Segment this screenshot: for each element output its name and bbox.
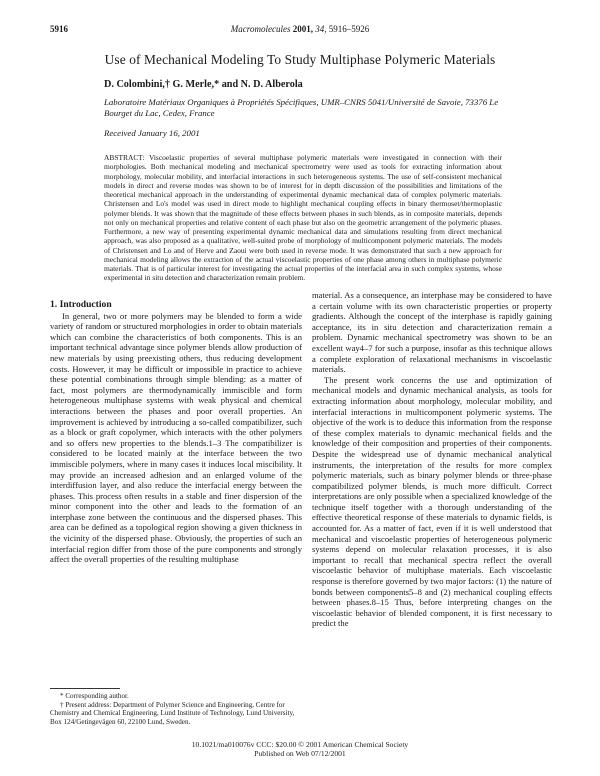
publication-info (50, 740, 550, 758)
page-number: 5916 (50, 24, 68, 34)
footnotes (50, 692, 302, 726)
running-header (50, 24, 550, 38)
paragraph: In general, two or more polymers may be blended to form a wide variety of random or structured morphologies in order to obtain materials which can combine the characteristics of both components. This is an important technical advantage since polymer blends allow production of new materials by using preexisting others, thus reducing development costs. However, it may be difficult or impossible in practice to achieve these potential combinations through simple blending: as a matter of fact, most polymers are thermodynamically immiscible and form heterogeneous multiphase systems with weak physical and chemical interactions between the phases and poor overall properties. An improvement is achieved by introducing a so-called compatibilizer, such as a block or graft copolymer, which interacts with the other polymers and so offers new properties to the blends.1–3 The compatibilizer is considered to be located mainly at the interface between the two immiscible polymers, where in many cases it induces local miscibility. It may provide an increased adhesion and an enlarged volume of the interdiffusion layer, and also reduce the interfacial energy between the phases. This process often results in a stable and finer dispersion of the minor component into the other and leads to the formation of an interphase zone between the continuous and the dispersed phases. This area can be defined as a topological region showing a given thickness in the vicinity of the dispersed phase. Obviously, the properties of such an interfacial region differ from those of the pure components and strongly affect the overall properties of the resulting multiphase (50, 310, 303, 565)
paragraph: The present work concerns the use and optimization of mechanical models and dynamic mechanical analysis, as tools for extracting information about morphology, molecular mobility, and interfacial interactions in multicomponent polymeric systems. The objective of the work is to deduce this information from the response of these complex materials to dynamic mechanical fields and the knowledge of their composition and properties of their components. Despite the widespread use of dynamic mechanical analytical instruments, the interpretation of the results for more complex polymeric materials, such as binary polymer blends or three-phase compatibilized polymer blends, is much more difficult. Correct interpretations are only possible when a specialized knowledge of the technique itself together with a thorough understanding of the effective theoretical response of these materials to dynamic fields, is accounted for. As a matter of fact, even if it is well understood that mechanical and viscoelastic properties of heterogeneous polymeric systems depend on molecular relaxation processes, it is also important to recall that mechanical spectra reflect the overall viscoelastic behavior of multiphase materials. Each viscoelastic response is therefore governed by two major factors: (1) the nature of bonds between components5–8 and (2) mechanical coupling effects between phases.8–15 Thus, before interpreting changes on the viscoelastic behavior of blended component, it is first necessary to predict the (312, 374, 552, 629)
journal-volume: 34, (315, 24, 327, 34)
affiliation: Laboratoire Matériaux Organiques à Propriétés Spécifiques, UMR–CNRS 5041/Université de Savoie, 73376 Le Bourget du Lac, Cedex, France (104, 97, 499, 118)
paragraph: material. As a consequence, an interphase may be considered to have a certain volume with its own characteristic properties or property gradients. Although the concept of the interphase is rapidly gaining acceptance, its in situ detection and characterization remain a problem. Dynamic mechanical spectrometry was shown to be an excellent way4–7 for such a purpose, insofar as this technique allows a complete exploration of relaxational mechanisms in viscoelastic materials. (312, 290, 552, 375)
left-column (50, 300, 302, 565)
right-column (312, 290, 552, 629)
journal-citation (50, 24, 550, 34)
footnote: † Present address: Department of Polymer Science and Engineering, Centre for Chemistry and Chemical Engineering, Lund Institute of Technology, Lund University, Box 124/Getingevägen 60, 22100 Lund, Sweden. (50, 700, 295, 726)
doi-line: 10.1021/ma010076v CCC: $20.00 © 2001 American Chemical Society (191, 740, 409, 749)
section-heading: 1. Introduction (50, 299, 112, 310)
footnote: * Corresponding author. (60, 692, 129, 700)
published-date: Published on Web 07/12/2001 (254, 749, 346, 758)
author-list: D. Colombini,† G. Merle,* and N. D. Alberola (104, 79, 303, 90)
journal-pages: 5916–5926 (328, 24, 370, 34)
article-title: Use of Mechanical Modeling To Study Multiphase Polymeric Materials (104, 52, 496, 67)
received-date: Received January 16, 2001 (104, 128, 200, 138)
journal-year: 2001, (292, 24, 313, 34)
abstract: ABSTRACT: Viscoelastic properties of several multiphase polymeric materials were investigated in connection with their morphologies. Both mechanical modeling and mechanical spectrometry were used as tools for extracting information about morphology, molecular mobility, and interfacial interactions in such heterogeneous systems. The use of self-consistent mechanical models in direct and reverse modes was shown to be of interest for in depth discussion of the possibilities and limitations of the theoretical mechanical approach in the understanding of experimental dynamic mechanical data of complex polymeric materials. Christensen and Lo's model was used in direct mode to highlight mechanical coupling effects in binary thermoset/thermoplastic polymer blends. It was shown that the magnitude of these effects between phases in such blends, as in composite materials, depends not only on mechanical properties and relative content of each phase but also on the geometric arrangement of the polymeric phases. Furthermore, a new way of presenting experimental dynamic mechanical data and simulations resulting from direct mechanical approach, was also proposed as a qualitative, well-suited probe of morphology of multicomponent polymeric materials. The models of Christensen and Lo and of Herve and Zaoui were both used in reverse mode. It was demonstrated that such a new approach for mechanical modeling allows the extraction of the actual viscoelastic properties of one phase among others in multiphase polymeric materials. That is of particular interest for investigating the actual properties of the interfacial area in such complex systems, whose experimental in situ detection and characterization remain problem. (104, 153, 502, 283)
footnote-divider (50, 688, 120, 689)
journal-name: Macromolecules (230, 24, 291, 34)
